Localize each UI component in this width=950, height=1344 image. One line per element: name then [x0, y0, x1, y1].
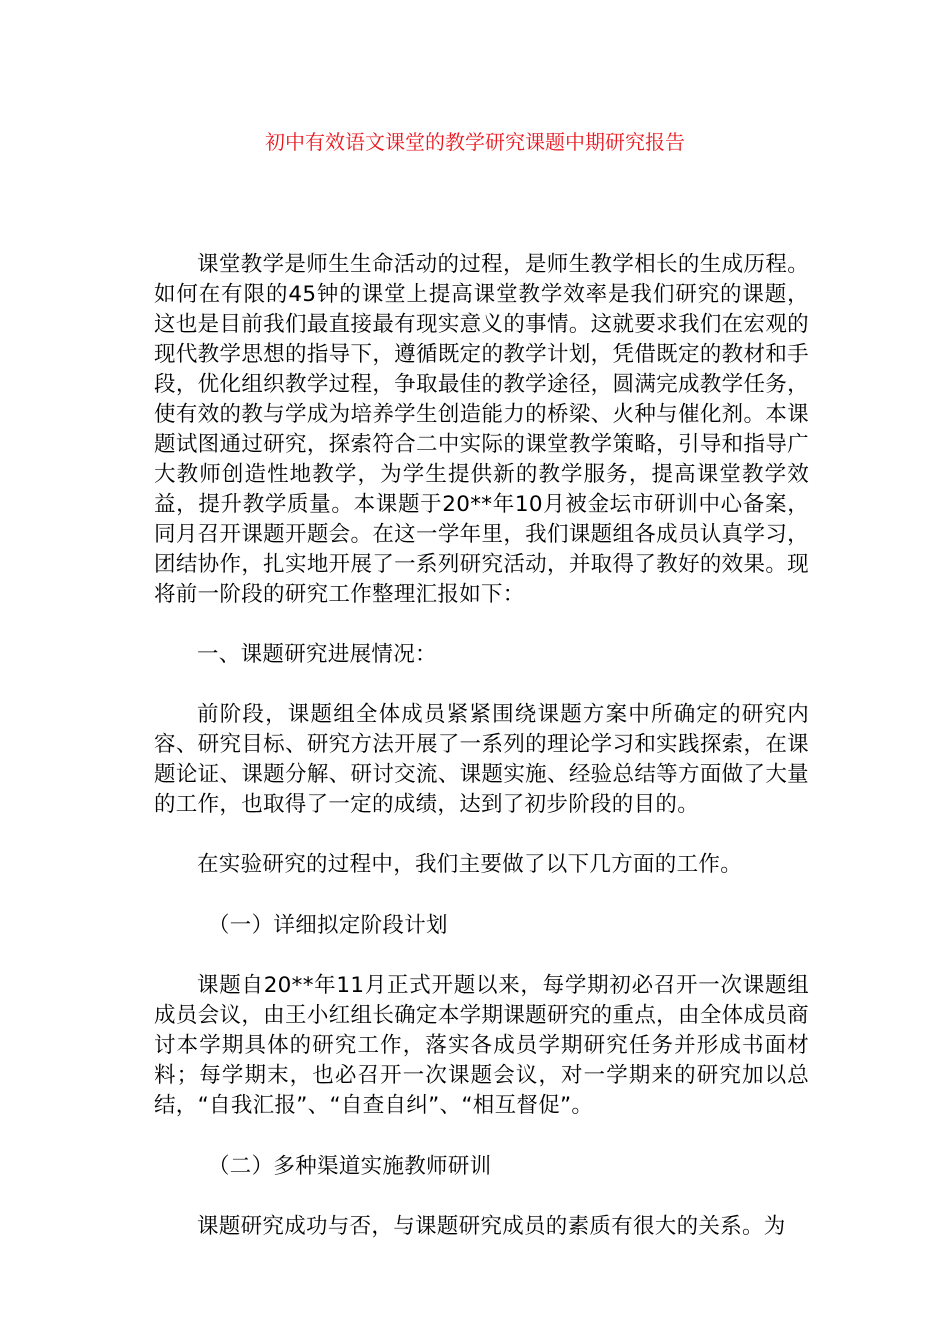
section-heading-progress: 一、课题研究进展情况：	[197, 642, 437, 667]
paragraph-progress: 前阶段，课题组全体成员紧紧围绕课题方案中所确定的研究内容、研究目标、研究方法开展了一系列的理论学习和实践探索，在课题论证、课题分解、研讨交流、课题实施、经验总结等方面做了大量的工作，也取得了一定的成绩，达到了初步阶段的目的。	[154, 702, 809, 817]
document-title: 初中有效语文课堂的教学研究课题中期研究报告	[265, 130, 685, 154]
paragraph-plan: 课题自20**年11月正式开题以来，每学期初必召开一次课题组成员会议，由王小红组长确定本学期课题研究的重点，由全体成员商讨本学期具体的研究工作，落实各成员学期研究任务并形成书面材料；每学期末，也必召开一次课题会议，对一学期来的研究加以总结，“自我汇报”、“自查自纠”、“相互督促”。	[154, 973, 809, 1118]
subheading-plan: （一）详细拟定阶段计划	[208, 913, 448, 938]
document-body	[154, 250, 809, 1242]
paragraph-intro: 课堂教学是师生生命活动的过程，是师生教学相长的生成历程。如何在有限的45钟的课堂上提高课堂教学效率是我们研究的课题，这也是目前我们最直接最有现实意义的事情。这就要求我们在宏观的现代教学思想的指导下，遵循既定的教学计划，凭借既定的教材和手段，优化组织教学过程，争取最佳的教学途径，圆满完成教学任务，使有效的教与学成为培养学生创造能力的桥梁、火种与催化剂。本课题试图通过研究，探索符合二中实际的课堂教学策略，引导和指导广大教师创造性地教学，为学生提供新的教学服务，提高课堂教学效益，提升教学质量。本课题于20**年10月被金坛市研训中心备案，同月召开课题开题会。在这一学年里，我们课题组各成员认真学习，团结协作，扎实地开展了一系列研究活动，并取得了教好的效果。现将前一阶段的研究工作整理汇报如下：	[154, 252, 809, 607]
paragraph-training: 课题研究成功与否，与课题研究成员的素质有很大的关系。为	[197, 1214, 786, 1239]
subheading-training: （二）多种渠道实施教师研训	[208, 1154, 492, 1179]
paragraph-work-summary: 在实验研究的过程中，我们主要做了以下几方面的工作。	[197, 852, 743, 877]
